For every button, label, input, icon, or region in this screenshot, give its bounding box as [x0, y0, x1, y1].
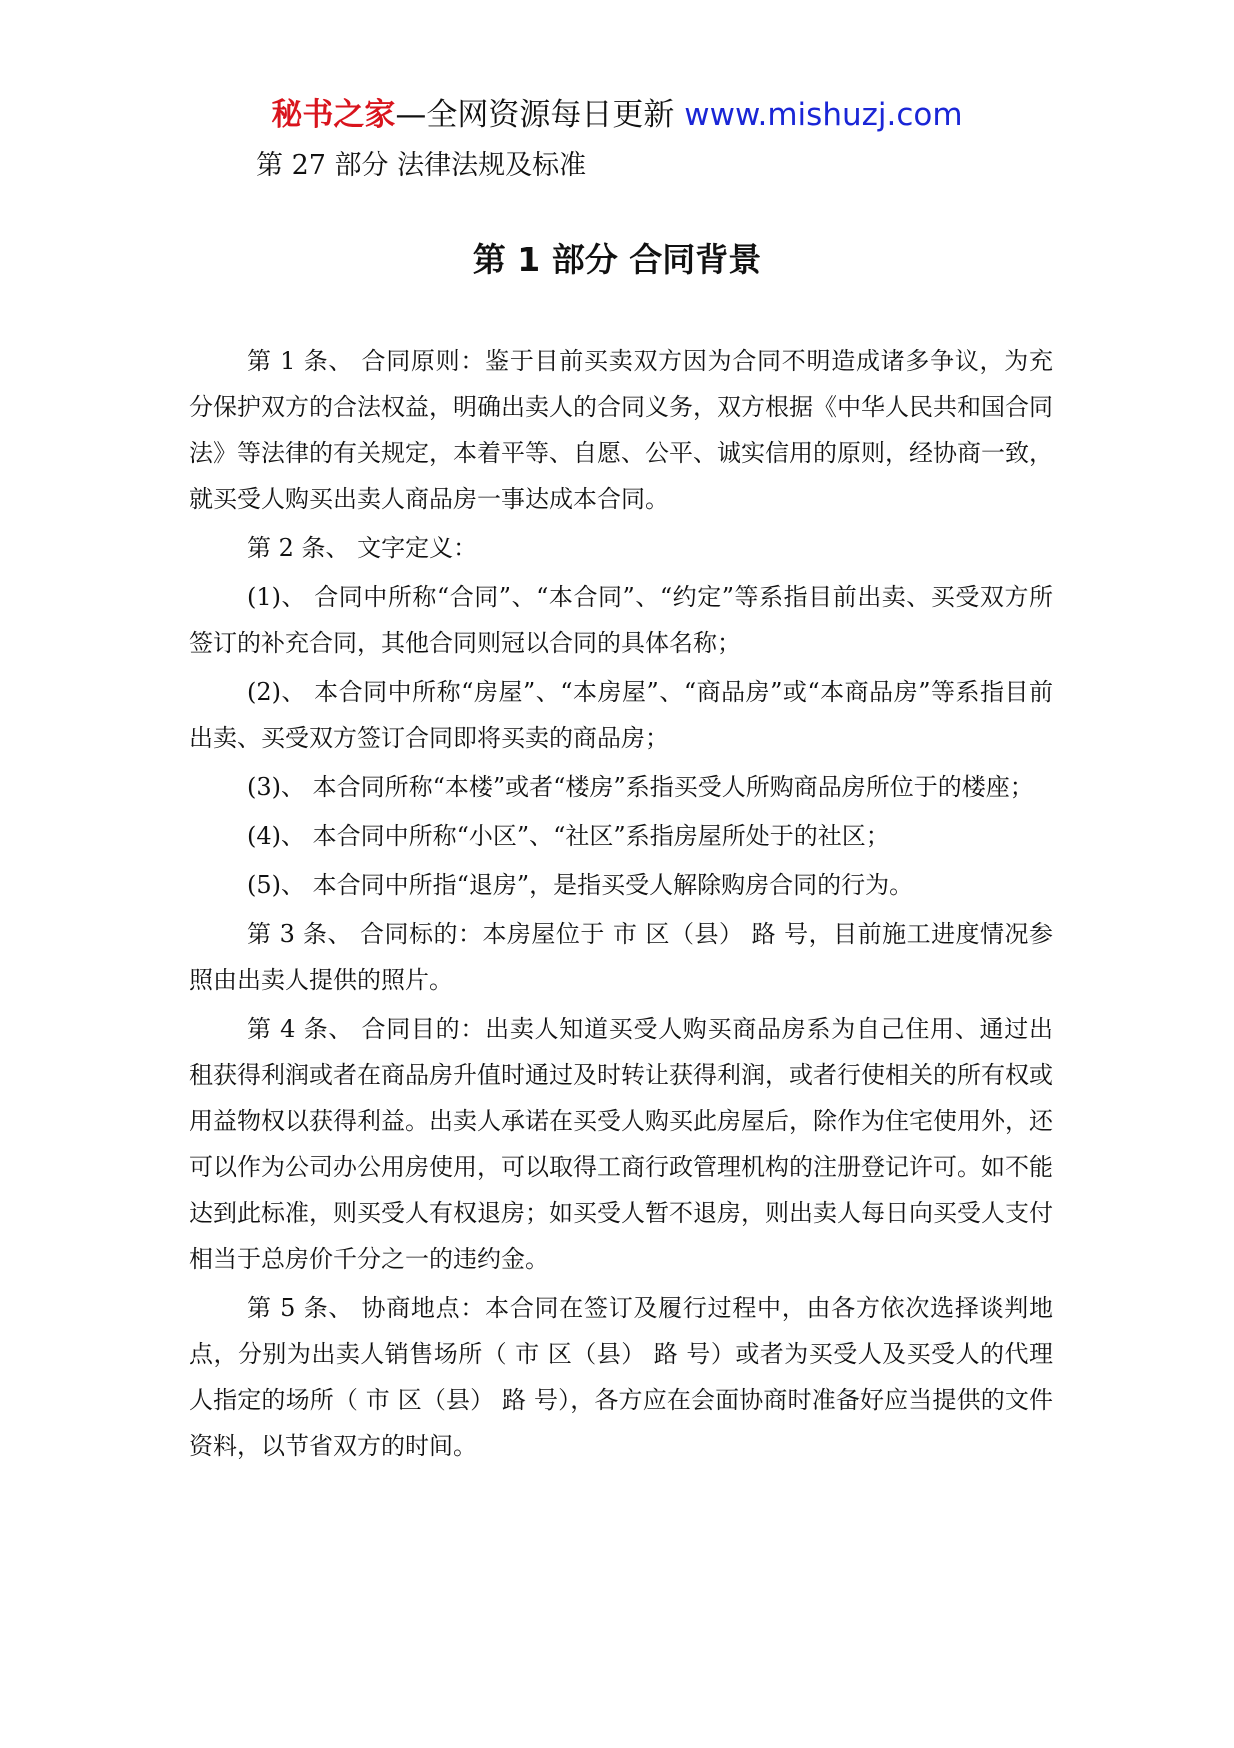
site-url-link[interactable]: www.mishuzj.com: [684, 97, 963, 133]
article-2-item-4: (4)、 本合同中所称“小区”、“社区”系指房屋所处于的社区；: [247, 822, 890, 850]
article-2-item-3: (3)、 本合同所称“本楼”或者“楼房”系指买受人所购商品房所位于的楼座；: [247, 773, 1034, 801]
section-title: 第 1 部分 合同背景: [472, 240, 762, 279]
article-2-item-1: (1)、 合同中所称“合同”、“本合同”、“约定”等系指目前出卖、买受双方所签订的补充合同，其他合同则冠以合同的具体名称；: [189, 583, 1053, 657]
part-heading: 第 27 部分 法律法规及标准: [256, 150, 587, 181]
header-tagline: —全网资源每日更新: [395, 97, 675, 133]
brand-name: 秘书之家: [271, 97, 396, 133]
article-4: 第 4 条、 合同目的：出卖人知道买受人购买商品房系为自己住用、通过出租获得利润或者在商品房升值时通过及时转让获得利润，或者行使相关的所有权或用益物权以获得利益。出卖人承诺在买受人购买此房屋后，除作为住宅使用外，还可以作为公司办公用房使用，可以取得工商行政管理机构的注册登记许可。如不能达到此标准，则买受人有权退房；如买受人暂不退房，则出卖人每日向买受人支付相当于总房价千分之一的违约金。: [189, 1015, 1053, 1273]
article-2: 第 2 条、 文字定义：: [247, 534, 478, 562]
article-1: 第 1 条、 合同原则：鉴于目前买卖双方因为合同不明造成诸多争议，为充分保护双方的合法权益，明确出卖人的合同义务，双方根据《中华人民共和国合同法》等法律的有关规定，本着平等、自愿、公平、诚实信用的原则，经协商一致，就买受人购买出卖人商品房一事达成本合同。: [189, 347, 1053, 513]
site-header: [0, 95, 1234, 135]
article-5: 第 5 条、 协商地点：本合同在签订及履行过程中，由各方依次选择谈判地点，分别为出卖人销售场所（ 市 区（县） 路 号）或者为买受人及买受人的代理人指定的场所（ 市 区（县） 路 号），各方应在会面协商时准备好应当提供的文件资料，以节省双方的时间。: [189, 1294, 1053, 1460]
document-body: [189, 338, 1053, 1472]
article-2-item-2: (2)、 本合同中所称“房屋”、“本房屋”、“商品房”或“本商品房”等系指目前出卖、买受双方签订合同即将买卖的商品房；: [189, 678, 1053, 752]
article-3: 第 3 条、 合同标的：本房屋位于 市 区（县） 路 号，目前施工进度情况参照由出卖人提供的照片。: [189, 920, 1053, 994]
article-2-item-5: (5)、 本合同中所指“退房”，是指买受人解除购房合同的行为。: [247, 871, 914, 899]
